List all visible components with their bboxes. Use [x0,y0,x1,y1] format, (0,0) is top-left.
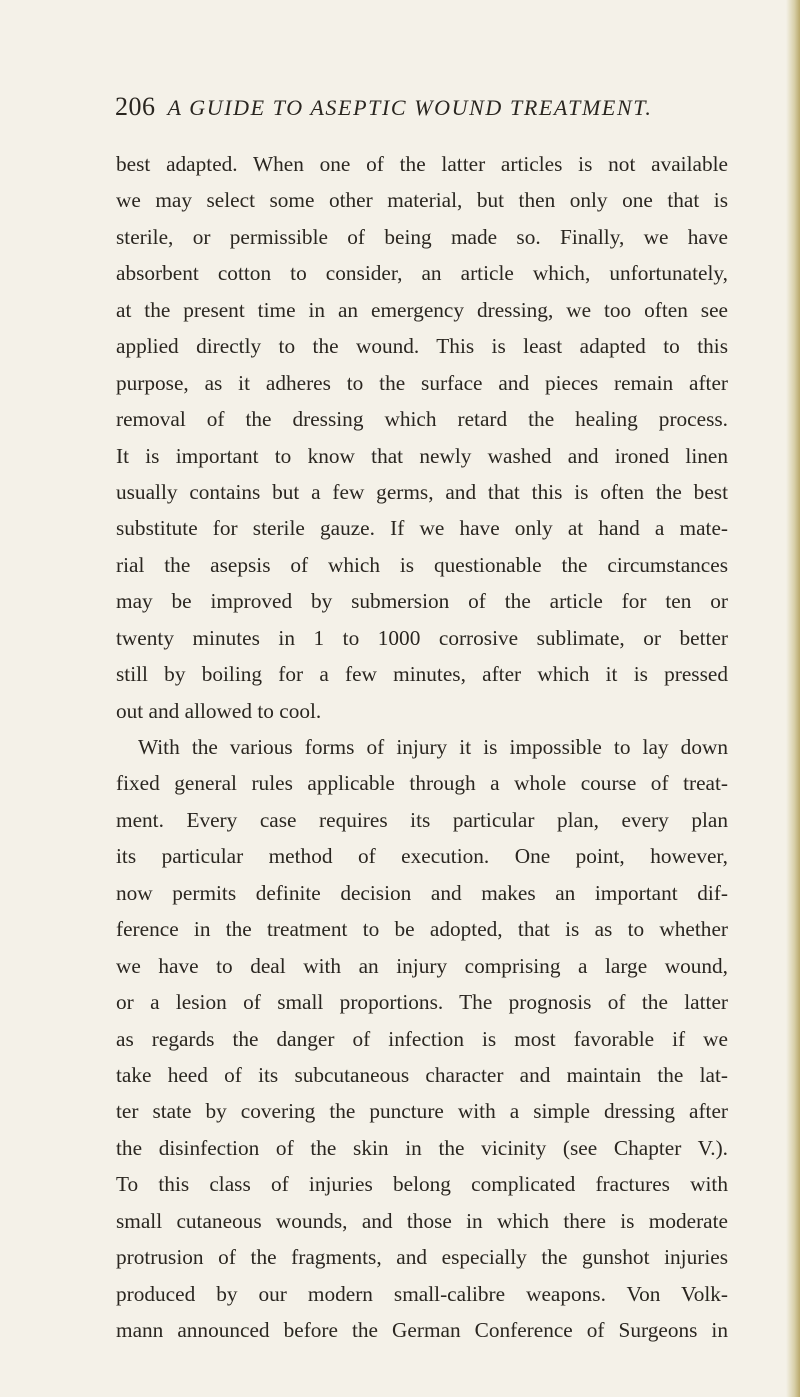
text-line: substitute for sterile gauze. If we have only at hand a mate- [116,516,728,541]
page-number: 206 [115,92,156,121]
page-edge [786,0,800,1397]
text-line: still by boiling for a few minutes, after which it is pressed [116,662,728,687]
running-title: A GUIDE TO ASEPTIC WOUND TREATMENT. [167,95,653,120]
running-header [115,92,725,128]
text-line: To this class of injuries belong complicated fractures with [116,1172,728,1197]
text-line: produced by our modern small-calibre weapons. Von Volk- [116,1281,728,1306]
text-line: It is important to know that newly washed and ironed linen [116,443,728,468]
text-line: rial the asepsis of which is questionable the circumstances [116,552,728,577]
text-line: mann announced before the German Conference of Surgeons in [116,1318,728,1342]
text-line: its particular method of execution. One point, however, [116,844,728,869]
text-line: out and allowed to cool. [116,698,322,723]
text-line: we may select some other material, but then only one that is [116,188,728,213]
text-line: protrusion of the fragments, and especially the gunshot injuries [116,1245,728,1270]
text-line: twenty minutes in 1 to 1000 corrosive sublimate, or better [116,625,728,650]
text-line: may be improved by submersion of the article for ten or [116,589,728,614]
text-line: at the present time in an emergency dressing, we too often see [116,297,728,322]
text-line: usually contains but a few germs, and that this is often the best [116,479,728,504]
text-line: take heed of its subcutaneous character and maintain the lat- [116,1062,728,1087]
body-text [116,146,728,1348]
text-line: With the various forms of injury it is impossible to lay down [138,735,728,759]
text-line: purpose, as it adheres to the surface and pieces remain after [116,370,728,395]
text-line: ference in the treatment to be adopted, that is as to whether [116,917,728,942]
text-line: removal of the dressing which retard the healing process. [116,407,728,432]
text-line: small cutaneous wounds, and those in which there is moderate [116,1208,728,1233]
text-line: sterile, or permissible of being made so. Finally, we have [116,224,728,249]
text-line: absorbent cotton to consider, an article which, unfortunately, [116,261,728,286]
text-line: or a lesion of small proportions. The prognosis of the latter [116,990,728,1015]
text-line: we have to deal with an injury comprising a large wound, [116,953,728,978]
text-line: ment. Every case requires its particular plan, every plan [116,807,728,832]
text-line: as regards the danger of infection is most favorable if we [116,1026,728,1051]
text-line: the disinfection of the skin in the vicinity (see Chapter V.). [116,1135,728,1160]
text-line: now permits definite decision and makes an important dif- [116,880,728,905]
text-line: best adapted. When one of the latter articles is not available [116,152,728,176]
text-line: applied directly to the wound. This is least adapted to this [116,334,728,359]
text-line: ter state by covering the puncture with a simple dressing after [116,1099,728,1124]
text-line: fixed general rules applicable through a whole course of treat- [116,771,728,796]
